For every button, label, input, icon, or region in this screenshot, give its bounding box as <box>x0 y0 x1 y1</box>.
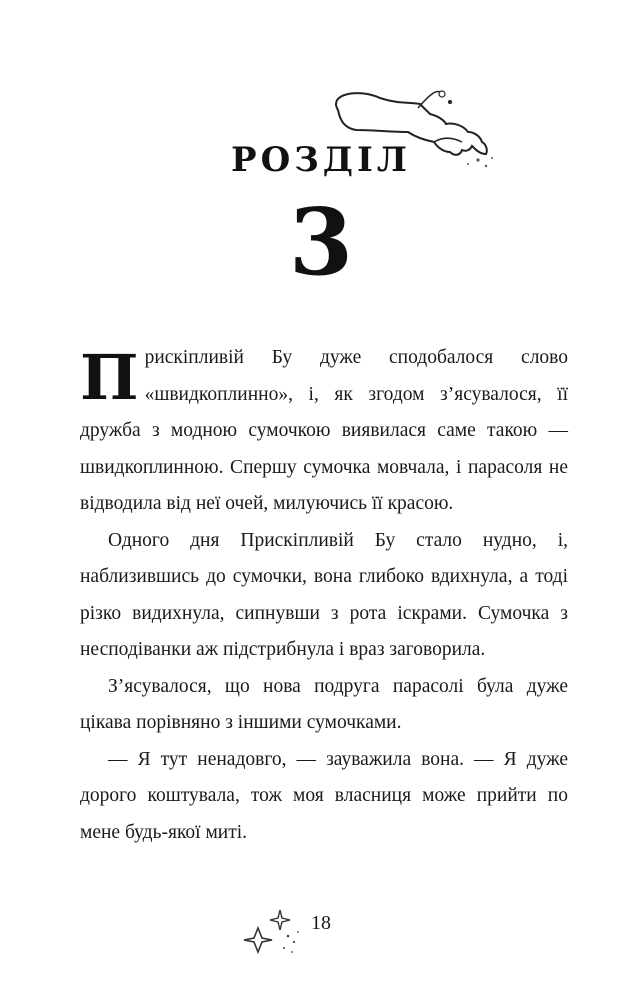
drop-cap: П <box>80 341 139 414</box>
paragraph-4: — Я тут ненадовго, — зауважила вона. — Я дуже дорого коштувала, тож моя власниця може прийти по мене будь-якої миті. <box>80 748 568 843</box>
paragraph-1-text: рискіпливій Бу дуже сподобалося слово «швидкоплинно», і, як згодом з’ясувалося, її дружба з модною сумочкою виявилася саме такою — швидкоплинною. Спершу сумочка мовчала, і парасоля не відводила від неї очей, милуючись її красою. <box>80 347 568 514</box>
paragraph-3: З’ясувалося, що нова подруга парасолі була дуже цікава порівняно з іншими сумочками. <box>80 675 568 733</box>
paragraph-1 <box>80 340 568 523</box>
paragraph-2: Одного дня Прискіпливій Бу стало нудно, і, наблизившись до сумочки, вона глибоко вдихнула, а тоді різко видихнула, сипнувши з рота іскрами. Сумочка з несподіванки аж підстрибнула і враз заговорила. <box>80 529 568 660</box>
chapter-label: РОЗДІЛ <box>231 140 411 180</box>
star-sparkle-icon <box>236 904 308 964</box>
body-text <box>80 340 568 851</box>
page-number: 18 <box>311 912 331 934</box>
chapter-number: 3 <box>288 188 353 296</box>
